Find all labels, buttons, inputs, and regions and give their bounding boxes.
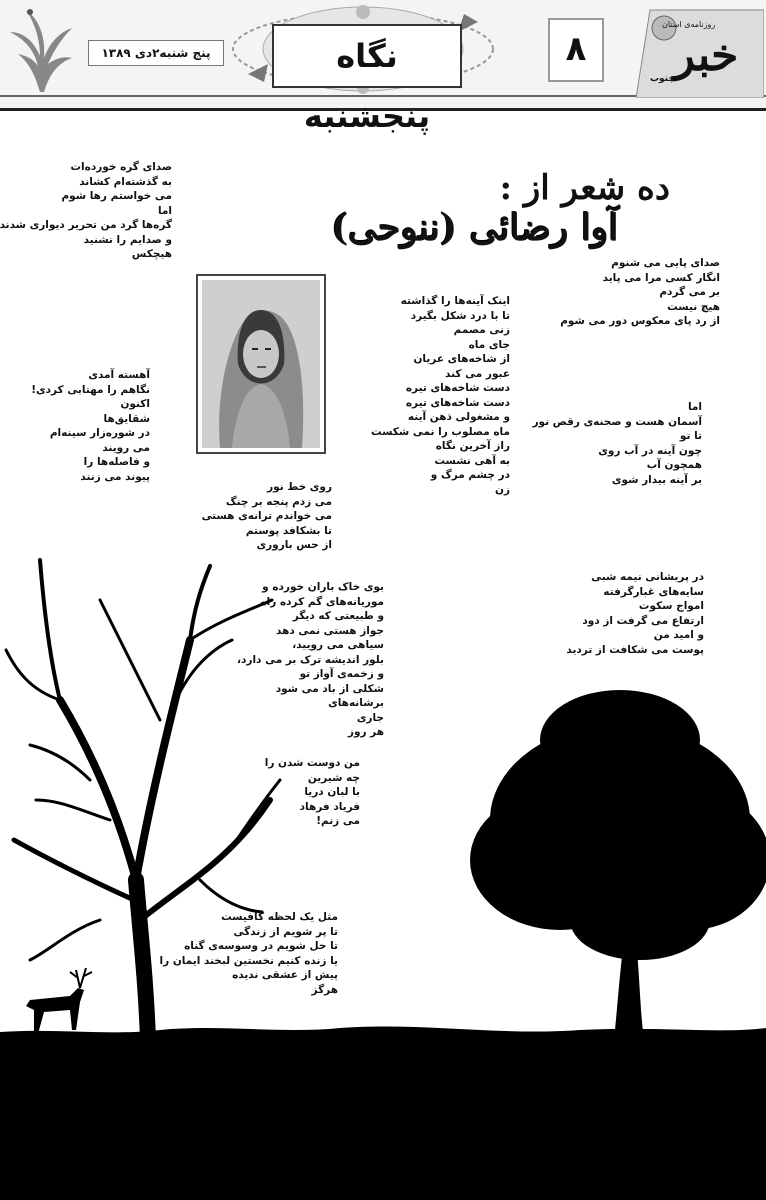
poem-line: زنی مصمم	[453, 324, 510, 336]
poem-line: شقایق‌ها	[103, 412, 150, 425]
poem-line: با لبان دریا	[304, 786, 360, 798]
poem-4	[31, 368, 150, 484]
poem-line: می زدم پنجه بر چنگ	[225, 495, 332, 508]
poem-line: ماه مصلوب را نمی شکست	[370, 425, 510, 438]
poem-line: مثل یک لحظه کافیست	[221, 911, 338, 923]
poem-line: بر می گردم	[659, 286, 720, 298]
poem-line: اما	[687, 401, 702, 413]
poem-line: هر روز	[347, 726, 384, 738]
poem-line: در پریشانی نیمه شبی	[591, 571, 704, 583]
poem-line: ارتفاع می گرفت از دود	[582, 614, 704, 627]
poem-line: پیش از عشقی ندیده	[232, 969, 338, 981]
poem-line: تا بشکافد پوستم	[245, 524, 332, 537]
silhouette-scene	[0, 540, 766, 1200]
poem-1	[0, 160, 172, 262]
ground-silhouette	[0, 1026, 766, 1200]
poem-line: گره‌ها گرد من تحریر دیواری شدند	[0, 219, 172, 231]
poem-line: انگار کسی مرا می پاید	[602, 271, 720, 284]
issue-date: پنج شنبه۲دی ۱۳۸۹	[88, 40, 224, 66]
poem-line: می خواندم ترانه‌ی هستی	[201, 510, 332, 522]
poem-2	[560, 256, 720, 329]
poem-line: هرگز	[311, 983, 338, 996]
poem-line: برشانه‌های	[328, 697, 384, 709]
poem-line: شکلی از باد می شود	[275, 682, 384, 695]
poem-line: چون آینه در آب روی	[598, 444, 702, 457]
poem-line: و فاصله‌ها را	[83, 456, 150, 468]
poem-line: من دوست شدن را	[264, 757, 360, 769]
headline-line-2: آوا رضائی (ننوحی)	[331, 207, 619, 249]
poem-line: و طبیعتی که دیگر	[292, 610, 384, 622]
page-header	[0, 0, 766, 135]
poem-line: می خواستم رها شوم	[61, 190, 172, 202]
poem-line: اکنون	[120, 398, 150, 410]
poem-line: از حس باروری	[256, 539, 332, 551]
poem-line: از شاخه‌های عریان	[413, 353, 510, 365]
poem-line: و مشغولی ذهن آینه	[407, 411, 510, 423]
poem-line: دست شاخه‌های تیره	[405, 382, 510, 394]
section-title: نگاه پنجشنبه	[272, 24, 462, 88]
poem-line: راز آخرین نگاه	[435, 440, 510, 452]
poem-line: زن	[494, 483, 510, 496]
poem-line: به گذشته‌ام کشاند	[79, 175, 172, 188]
poem-line: بلور اندیشه ترک بر می دارد،	[237, 653, 384, 666]
poem-line: نگاهم را مهتابی کردی!	[31, 383, 150, 396]
poem-line: هیچ نیست	[667, 300, 720, 313]
newspaper-logo: خبر	[673, 30, 739, 81]
headline-line-1: ده شعر از :	[499, 168, 670, 208]
poem-line: پیوند می زنند	[80, 470, 150, 483]
poem-line: هیچکس	[131, 248, 172, 260]
poem-line: و زخمه‌ی آواز تو	[299, 668, 384, 680]
poem-5	[532, 400, 702, 487]
poem-line: در چشم مرگ و	[430, 469, 510, 481]
poem-line: می زنم!	[316, 815, 360, 827]
poem-line: دست شاخه‌های تیره	[405, 396, 510, 409]
poem-line: بر آینه بیدار شوی	[611, 473, 702, 486]
poem-line: جای ماه	[468, 338, 510, 351]
poem-line: چه شیرین	[307, 771, 360, 784]
page-number: ۸	[548, 18, 604, 82]
poem-line: آسمان هست و صحنه‌ی رقص نور	[532, 415, 702, 428]
poem-line: پوست می شکافت از تردید	[566, 643, 704, 656]
poem-line: بوی خاک باران خورده و	[262, 581, 384, 593]
poem-line: اینک آینه‌ها را گذاشته	[400, 295, 510, 307]
poem-line: تا تو	[679, 430, 702, 442]
poem-line: در شوره‌زار سینه‌ام	[49, 427, 150, 439]
poem-line: سایه‌های غبارگرفته	[603, 585, 704, 598]
poem-line: جواز هستی نمی دهد	[276, 624, 384, 637]
poem-line: و امید من	[653, 629, 704, 641]
poem-line: امواج سکوت	[638, 600, 704, 612]
leafy-tree-icon	[470, 690, 766, 1040]
author-photo-frame	[196, 274, 326, 454]
poem-line: تا پر شویم از زندگی	[233, 925, 338, 938]
poem-line: عبور می کند	[445, 367, 510, 380]
poem-line: روی خط نور	[267, 481, 332, 493]
poem-line: سیاهی می رویید،	[292, 639, 384, 651]
poem-line: می رویند	[102, 441, 150, 454]
poem-line: به آهی نشست	[434, 454, 510, 467]
logo-region: جنوب	[650, 74, 675, 84]
poem-line: تا با درد شکل بگیرد	[410, 309, 510, 322]
poem-line: آهسته آمدی	[88, 369, 150, 381]
article-headline	[280, 168, 670, 248]
poem-line: صدای پایی می شنوم	[611, 257, 720, 269]
poem-line: جاری	[356, 711, 384, 724]
deer-icon	[26, 968, 92, 1034]
poem-line: همچون آب	[646, 459, 702, 471]
poem-line: از رد پای معکوس دور می شوم	[560, 315, 720, 327]
poem-3	[371, 294, 510, 497]
poem-line: موریانه‌های گم کرده راه	[260, 595, 384, 608]
poem-line: صدای گره خورده‌ات	[70, 161, 172, 173]
portrait-photo	[202, 280, 320, 448]
poem-line: و صدایم را نشنید	[83, 233, 172, 246]
poem-line: یا زنده کنیم نخستین لبخند ایمان را	[159, 954, 338, 967]
phoenix-icon	[4, 2, 76, 98]
bare-tree-icon	[6, 560, 280, 1040]
poem-line: تا حل شویم در وسوسه‌ی گناه	[184, 940, 338, 952]
logo-subtitle: روزنامه‌ی استان	[662, 20, 716, 29]
poem-line: اما	[157, 204, 172, 217]
poem-line: فریاد فرهاد	[299, 800, 360, 813]
